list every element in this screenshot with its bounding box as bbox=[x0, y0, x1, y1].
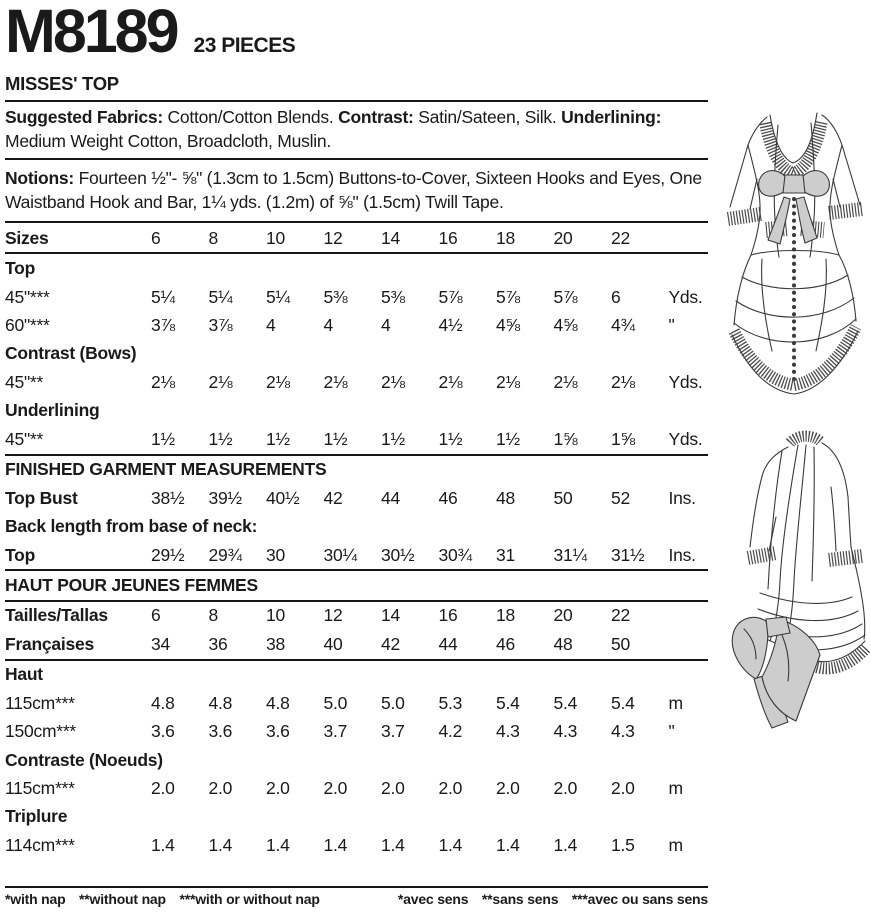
garment-title: MISSES' TOP bbox=[5, 73, 119, 94]
value-cell: 2.0 bbox=[438, 778, 463, 799]
row-label: Contrast (Bows) bbox=[5, 343, 137, 364]
value-cell: 46 bbox=[496, 633, 515, 654]
table-row bbox=[5, 630, 713, 658]
value-cell: 1⅝ bbox=[553, 428, 578, 449]
unit-cell: Ins. bbox=[668, 544, 696, 565]
piece-count: 23 PIECES bbox=[193, 34, 296, 57]
value-cell: 22 bbox=[611, 605, 630, 626]
value-cell: 31¼ bbox=[553, 544, 587, 565]
value-cell: 31 bbox=[496, 544, 515, 565]
divider bbox=[5, 158, 708, 160]
paragraph-text: Medium Weight Cotton, Broadcloth, Muslin. bbox=[5, 130, 331, 151]
unit-cell: m bbox=[668, 778, 683, 799]
value-cell: 1.4 bbox=[266, 834, 290, 855]
value-cell: 50 bbox=[611, 633, 630, 654]
value-cell: 18 bbox=[496, 227, 515, 248]
footnote-french: *avec sens **sans sens ***avec ou sans sens bbox=[397, 891, 708, 907]
table-row bbox=[5, 368, 713, 396]
unit-cell: " bbox=[668, 315, 675, 336]
value-cell: 5.4 bbox=[553, 692, 578, 713]
value-cell: 48 bbox=[553, 633, 573, 654]
right-cuff-fringe bbox=[829, 209, 862, 213]
value-cell: 3.6 bbox=[208, 721, 233, 742]
row-label: 45"*** bbox=[5, 286, 50, 307]
bold-lead-in: Suggested Fabrics: bbox=[5, 107, 163, 127]
row-label: Top bbox=[5, 258, 36, 279]
value-cell: 1½ bbox=[496, 428, 520, 449]
value-cell: 29½ bbox=[151, 544, 185, 565]
notions-text bbox=[5, 167, 711, 214]
value-cell: 16 bbox=[438, 227, 458, 248]
unit-cell: " bbox=[668, 721, 675, 742]
row-label: 45"** bbox=[5, 371, 44, 392]
row-label: Tailles/Tallas bbox=[5, 605, 108, 626]
pattern-number: M8189 bbox=[5, 0, 177, 65]
value-cell: 20 bbox=[553, 605, 573, 626]
value-cell: 10 bbox=[266, 605, 285, 626]
value-cell: 1½ bbox=[438, 428, 463, 449]
value-cell: 4⅝ bbox=[496, 315, 520, 336]
value-cell: 5¼ bbox=[208, 286, 233, 307]
value-cell: 4.3 bbox=[611, 721, 635, 742]
value-cell: 5.4 bbox=[611, 692, 635, 713]
table-row bbox=[5, 397, 713, 425]
table-row bbox=[5, 803, 713, 831]
bold-lead-in: Underlining: bbox=[561, 107, 662, 127]
value-cell: 1⅝ bbox=[611, 428, 635, 449]
value-cell: 46 bbox=[438, 487, 458, 508]
table-row bbox=[5, 541, 713, 569]
value-cell: 4 bbox=[266, 315, 276, 336]
value-cell: 5⅜ bbox=[381, 286, 405, 307]
value-cell: 5⅞ bbox=[553, 286, 578, 307]
value-cell: 5.0 bbox=[323, 692, 348, 713]
value-cell: 2.0 bbox=[208, 778, 233, 799]
table-row bbox=[5, 254, 713, 282]
value-cell: 48 bbox=[496, 487, 515, 508]
value-cell: 31½ bbox=[611, 544, 645, 565]
unit-cell: Yds. bbox=[668, 371, 703, 392]
paragraph-text: Fourteen ½"- ⅝" (1.3cm to 1.5cm) Buttons-to-Cover, Sixteen Hooks and Eyes, One Waistband Hook and Bar, 1¼ yds. (1.2m) of ⅝" (1.5cm) Twill Tape. bbox=[5, 168, 702, 212]
value-cell: 50 bbox=[553, 487, 573, 508]
value-cell: 29¾ bbox=[208, 544, 242, 565]
value-cell: 3⅞ bbox=[151, 315, 175, 336]
value-cell: 4½ bbox=[438, 315, 463, 336]
paragraph-text: Cotton/Cotton Blends. bbox=[162, 107, 339, 127]
value-cell: 40 bbox=[323, 633, 343, 654]
value-cell: 1.4 bbox=[208, 834, 233, 855]
unit-cell: m bbox=[668, 692, 683, 713]
value-cell: 39½ bbox=[208, 487, 242, 508]
table-row bbox=[5, 717, 713, 745]
value-cell: 4.8 bbox=[266, 692, 290, 713]
table-row bbox=[5, 571, 713, 599]
value-cell: 4¾ bbox=[611, 315, 635, 336]
value-cell: 2.0 bbox=[496, 778, 520, 799]
unit-cell: Yds. bbox=[668, 286, 703, 307]
table-row bbox=[5, 831, 713, 859]
value-cell: 2⅛ bbox=[323, 371, 348, 392]
front-garment-outline bbox=[728, 113, 862, 394]
row-label: 150cm*** bbox=[5, 721, 76, 742]
table-row bbox=[5, 283, 713, 311]
table-row bbox=[5, 746, 713, 774]
value-cell: 44 bbox=[381, 487, 400, 508]
value-cell: 16 bbox=[438, 605, 458, 626]
row-label: Underlining bbox=[5, 400, 100, 421]
value-cell: 5⅞ bbox=[496, 286, 520, 307]
row-label: Françaises bbox=[5, 633, 94, 654]
value-cell: 2⅛ bbox=[266, 371, 290, 392]
value-cell: 2⅛ bbox=[381, 371, 405, 392]
back-collar-ruffle bbox=[790, 436, 821, 443]
back-right-cuff-fringe bbox=[829, 556, 862, 560]
value-cell: 1½ bbox=[381, 428, 405, 449]
table-row bbox=[5, 661, 713, 689]
table-row bbox=[5, 512, 713, 540]
table-row bbox=[5, 689, 713, 717]
value-cell: 12 bbox=[323, 605, 343, 626]
value-cell: 1.5 bbox=[611, 834, 635, 855]
value-cell: 30¼ bbox=[323, 544, 357, 565]
value-cell: 2.0 bbox=[611, 778, 635, 799]
value-cell: 12 bbox=[323, 227, 343, 248]
value-cell: 42 bbox=[381, 633, 400, 654]
divider bbox=[5, 221, 708, 223]
value-cell: 2⅛ bbox=[553, 371, 578, 392]
value-cell: 4⅝ bbox=[553, 315, 578, 336]
row-label: 115cm*** bbox=[5, 692, 75, 713]
row-label: Sizes bbox=[5, 227, 49, 248]
bold-lead-in: Notions: bbox=[5, 168, 74, 188]
value-cell: 1.4 bbox=[438, 834, 463, 855]
value-cell: 3⅞ bbox=[208, 315, 233, 336]
back-view-illustration bbox=[710, 429, 870, 731]
value-cell: 4.8 bbox=[151, 692, 175, 713]
value-cell: 2⅛ bbox=[208, 371, 233, 392]
paragraph-text: Satin/Sateen, Silk. bbox=[413, 107, 562, 127]
value-cell: 34 bbox=[151, 633, 170, 654]
value-cell: 14 bbox=[381, 605, 400, 626]
row-label: 60"*** bbox=[5, 315, 50, 336]
row-label: HAUT POUR JEUNES FEMMES bbox=[5, 574, 258, 595]
bold-lead-in: Contrast: bbox=[338, 107, 414, 127]
table-row bbox=[5, 340, 713, 368]
value-cell: 3.7 bbox=[381, 721, 405, 742]
table-row bbox=[5, 602, 713, 630]
table-row bbox=[5, 456, 713, 484]
value-cell: 22 bbox=[611, 227, 630, 248]
row-label: Contraste (Noeuds) bbox=[5, 749, 163, 770]
left-cuff-fringe bbox=[728, 214, 761, 219]
value-cell: 36 bbox=[208, 633, 228, 654]
value-cell: 6 bbox=[151, 605, 161, 626]
value-cell: 4.8 bbox=[208, 692, 233, 713]
value-cell: 42 bbox=[323, 487, 343, 508]
value-cell: 2.0 bbox=[381, 778, 405, 799]
unit-cell: m bbox=[668, 834, 683, 855]
divider bbox=[5, 886, 708, 888]
value-cell: 2.0 bbox=[151, 778, 175, 799]
value-cell: 1½ bbox=[208, 428, 233, 449]
value-cell: 5⅜ bbox=[323, 286, 348, 307]
value-cell: 4 bbox=[381, 315, 391, 336]
value-cell: 1½ bbox=[266, 428, 290, 449]
value-cell: 6 bbox=[151, 227, 161, 248]
value-cell: 5¼ bbox=[266, 286, 290, 307]
value-cell: 4.2 bbox=[438, 721, 463, 742]
back-left-cuff-fringe bbox=[748, 553, 776, 558]
value-cell: 52 bbox=[611, 487, 630, 508]
value-cell: 30 bbox=[266, 544, 285, 565]
row-label: 114cm*** bbox=[5, 834, 75, 855]
value-cell: 3.7 bbox=[323, 721, 348, 742]
table-row bbox=[5, 484, 713, 512]
value-cell: 40½ bbox=[266, 487, 300, 508]
header bbox=[5, 0, 296, 65]
value-cell: 3.6 bbox=[266, 721, 290, 742]
yardage-table bbox=[5, 224, 713, 860]
unit-cell: Ins. bbox=[668, 487, 696, 508]
value-cell: 1.4 bbox=[381, 834, 405, 855]
value-cell: 2⅛ bbox=[438, 371, 463, 392]
footnotes bbox=[5, 891, 708, 907]
value-cell: 18 bbox=[496, 605, 515, 626]
value-cell: 4.3 bbox=[553, 721, 578, 742]
value-cell: 8 bbox=[208, 605, 218, 626]
row-label: Triplure bbox=[5, 806, 68, 827]
table-row bbox=[5, 425, 713, 453]
row-label: Back length from base of neck: bbox=[5, 516, 258, 537]
value-cell: 2.0 bbox=[323, 778, 348, 799]
footnote-english: *with nap **without nap ***with or without nap bbox=[5, 891, 320, 907]
value-cell: 5.3 bbox=[438, 692, 463, 713]
value-cell: 4 bbox=[323, 315, 333, 336]
value-cell: 1.4 bbox=[496, 834, 520, 855]
row-label: FINISHED GARMENT MEASUREMENTS bbox=[5, 459, 327, 480]
row-label: Haut bbox=[5, 664, 43, 685]
value-cell: 44 bbox=[438, 633, 458, 654]
value-cell: 5⅞ bbox=[438, 286, 463, 307]
value-cell: 8 bbox=[208, 227, 218, 248]
value-cell: 4.3 bbox=[496, 721, 520, 742]
suggested-fabrics-text bbox=[5, 106, 711, 153]
table-row bbox=[5, 774, 713, 802]
value-cell: 2.0 bbox=[266, 778, 290, 799]
value-cell: 1½ bbox=[151, 428, 175, 449]
value-cell: 38½ bbox=[151, 487, 185, 508]
back-bustle-bow bbox=[732, 617, 820, 728]
value-cell: 2⅛ bbox=[151, 371, 175, 392]
value-cell: 2⅛ bbox=[496, 371, 520, 392]
value-cell: 5.0 bbox=[381, 692, 405, 713]
row-label: Top Bust bbox=[5, 487, 78, 508]
value-cell: 20 bbox=[553, 227, 573, 248]
row-label: Top bbox=[5, 544, 36, 565]
value-cell: 1½ bbox=[323, 428, 348, 449]
value-cell: 5¼ bbox=[151, 286, 175, 307]
value-cell: 5.4 bbox=[496, 692, 520, 713]
value-cell: 38 bbox=[266, 633, 285, 654]
value-cell: 14 bbox=[381, 227, 400, 248]
front-view-illustration bbox=[720, 101, 870, 403]
unit-cell: Yds. bbox=[668, 428, 703, 449]
value-cell: 1.4 bbox=[553, 834, 578, 855]
row-label: 45"** bbox=[5, 428, 44, 449]
value-cell: 2.0 bbox=[553, 778, 578, 799]
table-row bbox=[5, 311, 713, 339]
value-cell: 2⅛ bbox=[611, 371, 635, 392]
table-row bbox=[5, 224, 713, 252]
value-cell: 30½ bbox=[381, 544, 415, 565]
value-cell: 10 bbox=[266, 227, 285, 248]
value-cell: 1.4 bbox=[323, 834, 348, 855]
value-cell: 30¾ bbox=[438, 544, 472, 565]
value-cell: 3.6 bbox=[151, 721, 175, 742]
value-cell: 6 bbox=[611, 286, 621, 307]
value-cell: 1.4 bbox=[151, 834, 175, 855]
divider bbox=[5, 100, 708, 102]
row-label: 115cm*** bbox=[5, 778, 75, 799]
